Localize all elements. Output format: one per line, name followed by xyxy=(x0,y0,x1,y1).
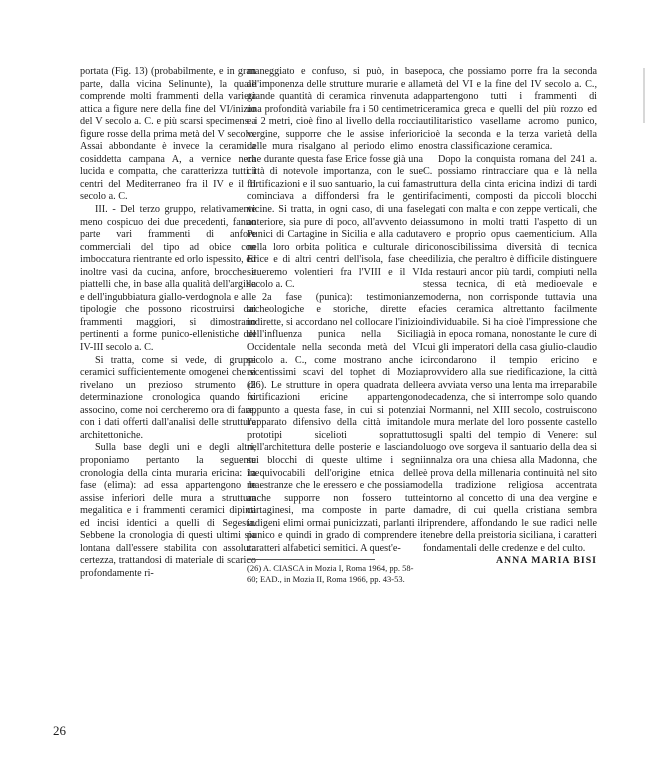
paragraph: portata (Fig. 13) (probabilmente, e in gran parte, dalla vicina Selinunte), la quale comprende molti frammenti della varietà attica a figure nere della fine del VI/inizio del V secolo a. C. e più scarsi specimens a figure rosse della prima metà del V secolo. Assai abbondante è invece la ceramica cosiddetta campana A, a vernice nera lucida e compatta, che caratterizza tutti i centri del Mediterraneo fra il IV e il II secolo a. C. xyxy=(80,66,256,203)
text-column-1 xyxy=(80,66,256,580)
page-edge-mark xyxy=(643,68,645,123)
footnote: (26) A. CIASCA in Mozia I, Roma 1964, pp. 58-60; EAD., in Mozia II, Roma 1966, pp. 43-53. xyxy=(247,563,414,584)
paragraph: Sulla base degli uni e degli altri, proponiamo pertanto la seguente cronologia della cinta muraria ericina: 1a fase (elima): ad essa appartengono le assise inferiori delle mura a struttura megalitica e i frammenti ceramici dipinti ed incisi identici a quelli di Segesta. Sebbene la cronologia di questi ultimi sia lontana dall'essere stabilita con assoluta certezza, trattandosi di materiale di scarico profondamente ri- xyxy=(80,442,256,579)
paragraph: poca, che possiamo porre fra la seconda metà del VI e la fine del IV secolo a. C., appartengono tutti i frammenti di ceramica greca e quelli del più rozzo ed utilitaristico vasellame acromo punico, cioè la seconda e la terza varietà della nostra classificazione ceramica. xyxy=(423,66,597,153)
page-number: 26 xyxy=(53,723,66,738)
paragraph: 2a fase (punica): testimonianze archeologiche e storiche, dirette e indirette, si accordano nel collocare l'inizio dell'influenza punica nella Sicilia Occidentale nella seconda metà del VI secolo a. C., come mostrano anche i recentissimi scavi del tophet di Mozia (26). Le strutture in opera quadrata delle fortificazioni ericine appartengono appunto a questa fase, in cui si potenzia l'apparato difensivo della città imitando prototipi sicelioti soprattutto nell'architettura delle posterie e lasciando sui blocchi di queste ultime i segni inequivocabili dell'origine etnica delle maestranze che le eressero e che possiamo anche supporre non fossero tutte cartaginesi, ma composte in parte da indigeni elimi ormai punicizzati, parlanti il punico e quindi in grado di comprendere i caratteri alfabetici semitici. A quest'e- xyxy=(247,291,423,554)
paragraph: Dopo la conquista romana del 241 a. C. possiamo rintracciare qua e là nella struttura della cinta ericina indizi di tardi rifacimenti, composti da piccoli blocchi legati con malta e con zeppe verticali, che assumono in molti tratti l'aspetto di un vero e proprio opus caementicium. Alla riconoscibilissima diversità di tecnica edilizia, che peraltro è difficile distinguere da restauri ancor più tardi, compiuti nella stessa tecnica, di età medioevale e moderna, non corrisponde tuttavia una facies ceramica altrettanto facilmente individuabile. Si ha cioè l'impressione che già in epoca romana, nonostante le cure di cui gli imperatori della casa giulio-claudio circondarono il tempio ericino e provvidero alla sue riedificazione, la città era avviata verso una lenta ma irreparabile decadenza, che si interrompe solo quando i Normanni, nel XIII secolo, costruiscono le mura merlate del loro possente castello sugli spalti del tempio di Venere: sul luogo ove sorgeva il santuario della dea si innalza ora una chiesa alla Madonna, che è prova della millenaria continuità nel sito della tradizione religiosa accentrata intorno al concetto di una dea vergine e madre, di cui quella cristiana sembra riprendere, affondando le sue radici nelle tenebre della preistoria siciliana, i caratteri fondamentali delle credenze e del culto. xyxy=(423,153,597,554)
text-column-2 xyxy=(247,66,423,584)
paragraph: Si tratta, come si vede, di gruppi ceramici sufficientemente omogenei che si rivelano un prezioso strumento di determinazione cronologica quando si associno, come noi cercheremo ora di fare, con i dati offerti dall'analisi delle strutture architettoniche. xyxy=(80,354,256,441)
paragraph: maneggiato e confuso, si può, in base all'imponenza delle strutture murarie e alla grande quantità di ceramica rinvenuta ad una profondità variabile fra i 50 centimetri e i 2 metri, cioè fino al livello della roccia vergine, supporre che le assise inferiori delle mura risalgano al periodo elimo e che durante questa fase Erice fosse già una città di notevole importanza, con le sue fortificazioni e il suo santuario, la cui fama cominciava a diffondersi fra le genti vicine. Si tratta, in ogni caso, di una fase anteriore, sia pure di poco, all'avvento dei Punici di Cartagine in Sicilia e alla caduta nella loro orbita politica e culturale di Erice e di altri centri dell'isola, fase che situeremo volentieri fra l'VIII e il VI secolo a. C. xyxy=(247,66,423,291)
paragraph: III. - Del terzo gruppo, relativamente meno cospicuo dei due precedenti, fanno parte vari frammenti di anfore commerciali del tipo ad obice con imboccatura rientrante ed orlo ispessito, ed inoltre vasi da cucina, anfore, brocche e piattelli che, in base alla qualità dell'argilla e dell'ingubbiatura giallo-verdognola e alle tipologie che possono ricostruirsi dai frammenti maggiori, si dimostrano pertinenti a forme punico-ellenistiche del IV-III secolo a. C. xyxy=(80,204,256,354)
author-signature: ANNA MARIA BISI xyxy=(495,555,597,567)
text-column-3 xyxy=(423,66,597,568)
